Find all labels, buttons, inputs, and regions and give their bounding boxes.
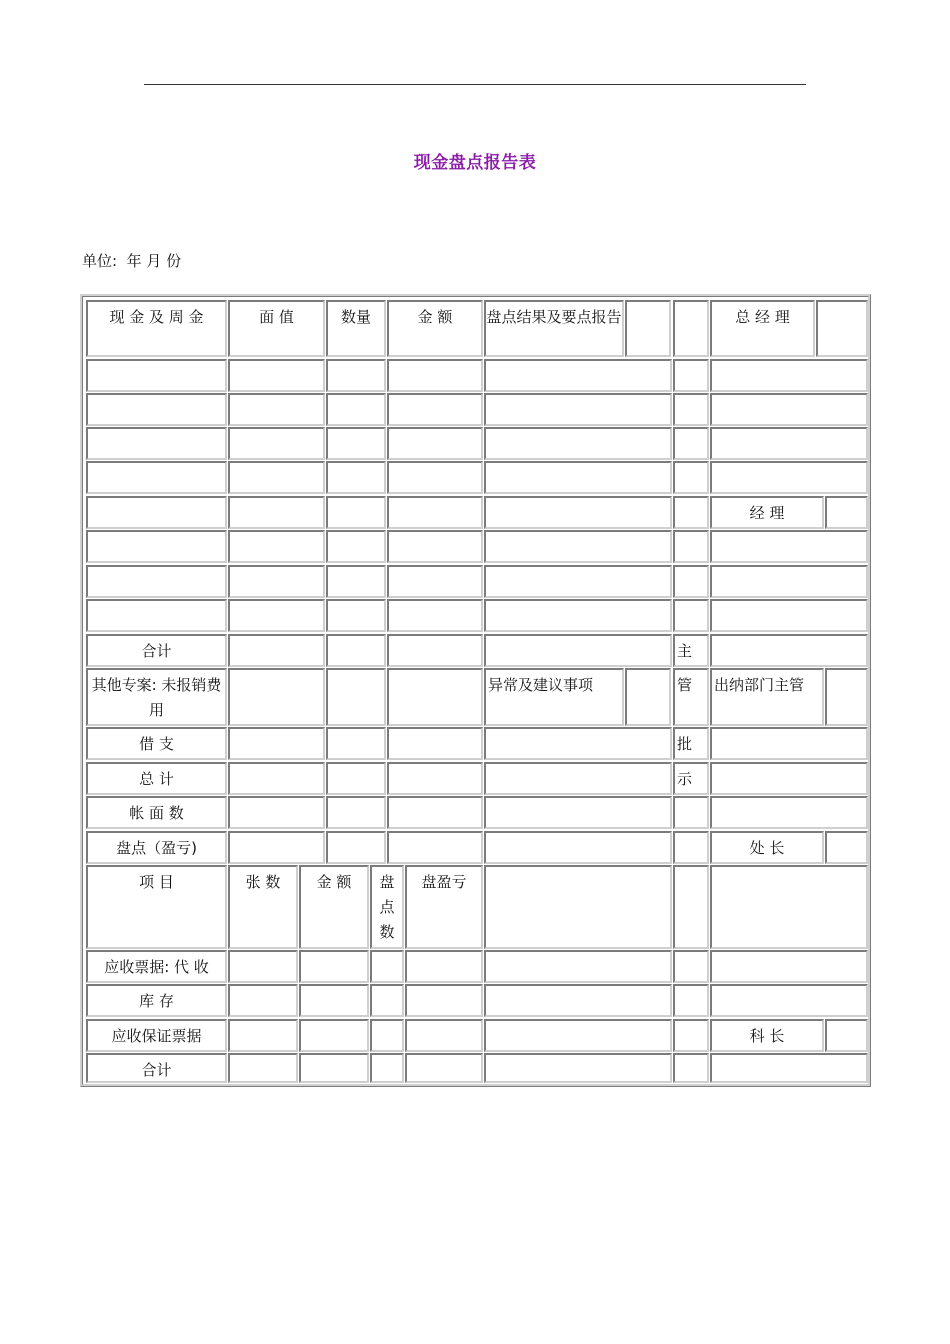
cell (326, 359, 386, 392)
cell (484, 984, 672, 1017)
cell (484, 1019, 672, 1052)
cell (86, 359, 227, 392)
cell (228, 461, 325, 494)
other-items-label: 其他专案: 未报销费用 (86, 668, 227, 726)
cell (484, 461, 672, 494)
top-rule (144, 84, 806, 85)
cell (387, 796, 483, 829)
subtotal-label: 合计 (86, 634, 227, 667)
cell (405, 1053, 483, 1083)
header-blank-a (625, 300, 671, 357)
header-face-value: 面 值 (228, 300, 325, 357)
cell (710, 565, 868, 598)
cell (326, 796, 386, 829)
cell (710, 950, 868, 983)
cell (228, 530, 325, 563)
guarantee-notes-label: 应收保证票据 (86, 1019, 227, 1052)
cell (484, 599, 672, 632)
total2-label: 合计 (86, 1053, 227, 1083)
cell (387, 393, 483, 426)
cell (299, 950, 369, 983)
cashier-head-signature (825, 668, 868, 726)
director-label: 处 长 (710, 831, 824, 864)
section-chief-label: 科 长 (710, 1019, 824, 1052)
sheets-label: 张 数 (228, 865, 298, 949)
inventory-pl-label: 盘点（盈亏) (86, 831, 227, 864)
cell (710, 530, 868, 563)
cell (673, 427, 709, 460)
cell (86, 496, 227, 529)
cell (484, 762, 672, 795)
header-signature-gm (816, 300, 868, 357)
cell (710, 599, 868, 632)
cell (484, 634, 672, 667)
cash-count-table (80, 294, 871, 1087)
cell (228, 359, 325, 392)
cell (228, 599, 325, 632)
header-amount: 金 额 (387, 300, 483, 357)
total-label: 总 计 (86, 762, 227, 795)
manager-signature (825, 496, 868, 529)
cell (326, 668, 386, 726)
unit-line: 单位: 年 月 份 (82, 252, 182, 270)
cell (86, 530, 227, 563)
cell (673, 461, 709, 494)
cell (387, 599, 483, 632)
cell (710, 984, 868, 1017)
cell (387, 427, 483, 460)
cell (625, 668, 671, 726)
cell (484, 427, 672, 460)
item-label: 项 目 (86, 865, 227, 949)
cell (326, 496, 386, 529)
cell (484, 359, 672, 392)
cell (673, 496, 709, 529)
cell (673, 359, 709, 392)
cell (484, 950, 672, 983)
header-quantity: 数量 (326, 300, 386, 357)
cell (86, 599, 227, 632)
header-cash: 现 金 及 周 金 (86, 300, 227, 357)
header-result: 盘点结果及要点报告 (484, 300, 624, 357)
cell (370, 1019, 404, 1052)
stock-label: 库 存 (86, 984, 227, 1017)
cell (484, 727, 672, 760)
receivable-notes-label: 应收票据: 代 收 (86, 950, 227, 983)
cell (484, 865, 672, 949)
cell (710, 1053, 868, 1083)
anomaly-label: 异常及建议事项 (484, 668, 624, 726)
cell (405, 950, 483, 983)
cell (673, 984, 709, 1017)
cell (228, 1053, 298, 1083)
cell (228, 950, 298, 983)
cell (326, 599, 386, 632)
cell (387, 461, 483, 494)
cell (710, 865, 868, 949)
main-label: 主 (673, 634, 709, 667)
tube-label: 管 (673, 668, 709, 726)
book-count-label: 帐 面 数 (86, 796, 227, 829)
cell (710, 359, 868, 392)
cell (405, 1019, 483, 1052)
cell (326, 831, 386, 864)
pl-label: 盘盈亏 (405, 865, 483, 949)
cell (484, 496, 672, 529)
cell (484, 393, 672, 426)
cell (326, 530, 386, 563)
cell (370, 984, 404, 1017)
cell (673, 599, 709, 632)
manager-label: 经 理 (710, 496, 824, 529)
cell (326, 727, 386, 760)
cell (387, 831, 483, 864)
cell (405, 984, 483, 1017)
cell (673, 1053, 709, 1083)
cell (710, 727, 868, 760)
borrow-label: 借 支 (86, 727, 227, 760)
cell (228, 762, 325, 795)
cell (387, 634, 483, 667)
cell (387, 727, 483, 760)
cell (673, 831, 709, 864)
cell (326, 565, 386, 598)
cell (387, 762, 483, 795)
cell (228, 634, 325, 667)
director-signature (825, 831, 868, 864)
cell (326, 393, 386, 426)
cell (484, 831, 672, 864)
cell (299, 1053, 369, 1083)
cell (86, 461, 227, 494)
cell (710, 762, 868, 795)
count-num-label: 盘点数 (370, 865, 404, 949)
cell (86, 565, 227, 598)
cashier-head-label: 出纳部门主管 (710, 668, 824, 726)
cell (228, 727, 325, 760)
cell (228, 668, 325, 726)
cell (387, 359, 483, 392)
approve-label: 批 (673, 727, 709, 760)
cell (387, 565, 483, 598)
cell (484, 565, 672, 598)
cell (710, 427, 868, 460)
cell (673, 565, 709, 598)
amount2-label: 金 额 (299, 865, 369, 949)
cell (387, 668, 483, 726)
cell (86, 393, 227, 426)
show-label: 示 (673, 762, 709, 795)
cell (484, 530, 672, 563)
cell (326, 762, 386, 795)
cell (484, 1053, 672, 1083)
cell (228, 496, 325, 529)
cell (228, 427, 325, 460)
cell (370, 950, 404, 983)
cell (673, 796, 709, 829)
cell (228, 1019, 298, 1052)
header-general-manager: 总 经 理 (710, 300, 815, 357)
page-title: 现金盘点报告表 (413, 153, 537, 173)
cell (86, 427, 227, 460)
cell (673, 1019, 709, 1052)
cell (370, 1053, 404, 1083)
cell (228, 831, 325, 864)
cell (387, 530, 483, 563)
cell (326, 634, 386, 667)
cell (710, 796, 868, 829)
cell (326, 427, 386, 460)
cell (710, 461, 868, 494)
cell (673, 865, 709, 949)
cell (228, 796, 325, 829)
section-chief-signature (825, 1019, 868, 1052)
cell (710, 393, 868, 426)
cell (387, 496, 483, 529)
cell (326, 461, 386, 494)
cell (673, 393, 709, 426)
cell (299, 1019, 369, 1052)
cell (673, 950, 709, 983)
cell (228, 565, 325, 598)
cell (484, 796, 672, 829)
cell (228, 393, 325, 426)
cell (710, 634, 868, 667)
cell (673, 530, 709, 563)
cell (228, 984, 298, 1017)
header-blank-b (673, 300, 709, 357)
cell (299, 984, 369, 1017)
